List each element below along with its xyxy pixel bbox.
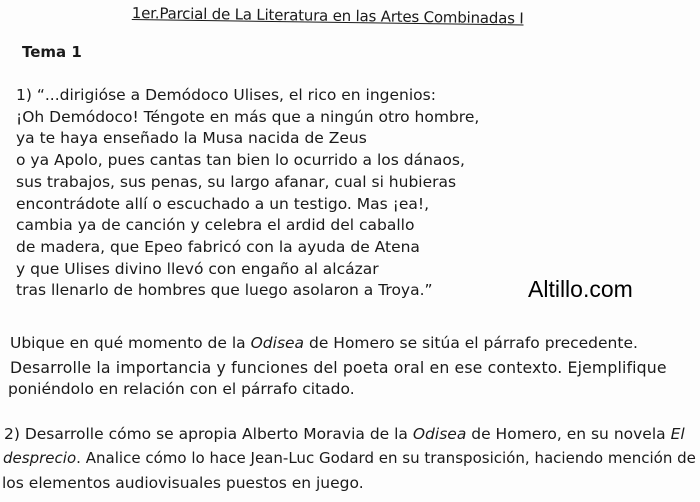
quote-line: tras llenarlo de hombres que luego asolaron a Troya.” bbox=[16, 281, 433, 300]
question1-odisea-title: Odisea bbox=[250, 334, 305, 352]
question2-line1-pre: 2) Desarrolle cómo se apropia Alberto Moravia de la bbox=[4, 425, 413, 443]
question2-line1 bbox=[4, 425, 685, 443]
exam-header-title: 1er.Parcial de La Literatura en las Artes Combinadas I bbox=[131, 4, 524, 28]
quote-line: 1) “...dirigióse a Demódoco Ulises, el rico en ingenios: bbox=[16, 86, 436, 104]
question1-line3: poniéndolo en relación con el párrafo citado. bbox=[8, 380, 355, 398]
question2-line2 bbox=[3, 449, 696, 467]
quote-line: cambia ya de canción y celebra el ardid del caballo bbox=[16, 216, 415, 235]
quote-line: ¡Oh Demódoco! Téngote en más que a ningún otro hombre, bbox=[16, 107, 480, 126]
question2-odisea-title: Odisea bbox=[412, 425, 467, 443]
quote-line: sus trabajos, sus penas, su largo afanar, cual si hubieras bbox=[16, 172, 457, 191]
question2-novel-title-start: El bbox=[670, 425, 685, 443]
quote-line: y que Ulises divino llevó con engaño al alcázar bbox=[16, 259, 379, 278]
question1-line1-pre: Ubique en qué momento de la bbox=[10, 334, 251, 352]
watermark-text: Altillo.com bbox=[528, 276, 633, 302]
question2-line1-mid: de Homero, en su novela bbox=[466, 425, 671, 443]
tema-heading: Tema 1 bbox=[22, 43, 82, 61]
quote-block bbox=[16, 85, 479, 302]
quote-line: de madera, que Epeo fabricó con la ayuda de Atena bbox=[16, 237, 420, 256]
quote-line: o ya Apolo, pues cantas tan bien lo ocurrido a los dánaos, bbox=[16, 151, 465, 170]
question2-novel-title-end: desprecio bbox=[3, 449, 77, 467]
question1-line1 bbox=[10, 334, 638, 352]
question1-line2: Desarrolle la importancia y funciones del poeta oral en ese contexto. Ejemplifique bbox=[10, 358, 667, 377]
question2-line2-post: . Analice cómo lo hace Jean-Luc Godard en su transposición, haciendo mención de bbox=[76, 449, 696, 467]
quote-line: ya te haya enseñado la Musa nacida de Zeus bbox=[16, 129, 367, 148]
quote-line: encontrádote allí o escuchado a un testigo. Mas ¡ea!, bbox=[16, 194, 430, 213]
question2-line3: los elementos audiovisuales puestos en juego. bbox=[2, 474, 364, 492]
question1-line1-post: de Homero se sitúa el párrafo precedente. bbox=[304, 334, 638, 352]
